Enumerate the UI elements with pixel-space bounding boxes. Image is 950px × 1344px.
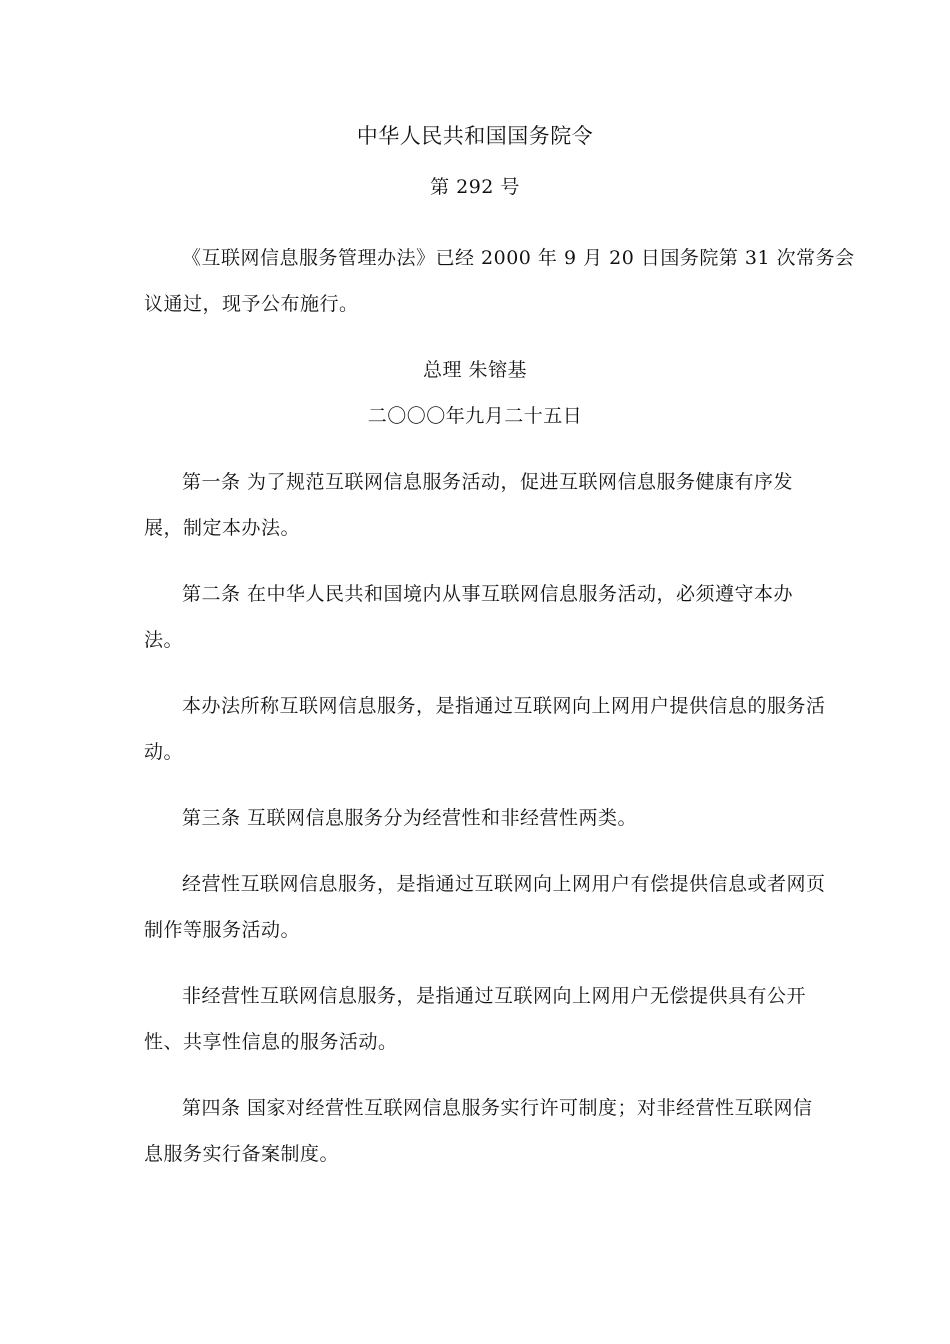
article-2-line-2: 法。	[144, 629, 184, 651]
article-1-line-1: 第一条 为了规范互联网信息服务活动，促进互联网信息服务健康有序发	[182, 471, 794, 493]
paragraph-noncommercial-line-1: 非经营性互联网信息服务，是指通过互联网向上网用户无偿提供具有公开	[182, 985, 807, 1007]
paragraph-definition-line-1: 本办法所称互联网信息服务，是指通过互联网向上网用户提供信息的服务活	[182, 695, 826, 717]
preamble-line-2: 议通过，现予公布施行。	[144, 293, 359, 315]
decree-number: 第 292 号	[430, 176, 520, 198]
article-4-line-2: 息服务实行备案制度。	[144, 1143, 340, 1165]
preamble-line-1: 《互联网信息服务管理办法》已经 2000 年 9 月 20 日国务院第 31 次常务会	[182, 247, 855, 269]
article-1-line-2: 展，制定本办法。	[144, 517, 301, 539]
signatory-name: 总理 朱镕基	[422, 359, 528, 381]
article-2-line-1: 第二条 在中华人民共和国境内从事互联网信息服务活动，必须遵守本办	[182, 583, 794, 605]
decree-title: 中华人民共和国国务院令	[356, 124, 594, 148]
article-3-line-1: 第三条 互联网信息服务分为经营性和非经营性两类。	[182, 807, 638, 829]
signature-date: 二〇〇〇年九月二十五日	[367, 405, 583, 427]
paragraph-noncommercial-line-2: 性、共享性信息的服务活动。	[144, 1031, 398, 1053]
paragraph-definition-line-2: 动。	[144, 741, 184, 763]
paragraph-commercial-line-1: 经营性互联网信息服务，是指通过互联网向上网用户有偿提供信息或者网页	[182, 873, 826, 895]
article-4-line-1: 第四条 国家对经营性互联网信息服务实行许可制度；对非经营性互联网信	[182, 1097, 813, 1119]
paragraph-commercial-line-2: 制作等服务活动。	[144, 919, 301, 941]
